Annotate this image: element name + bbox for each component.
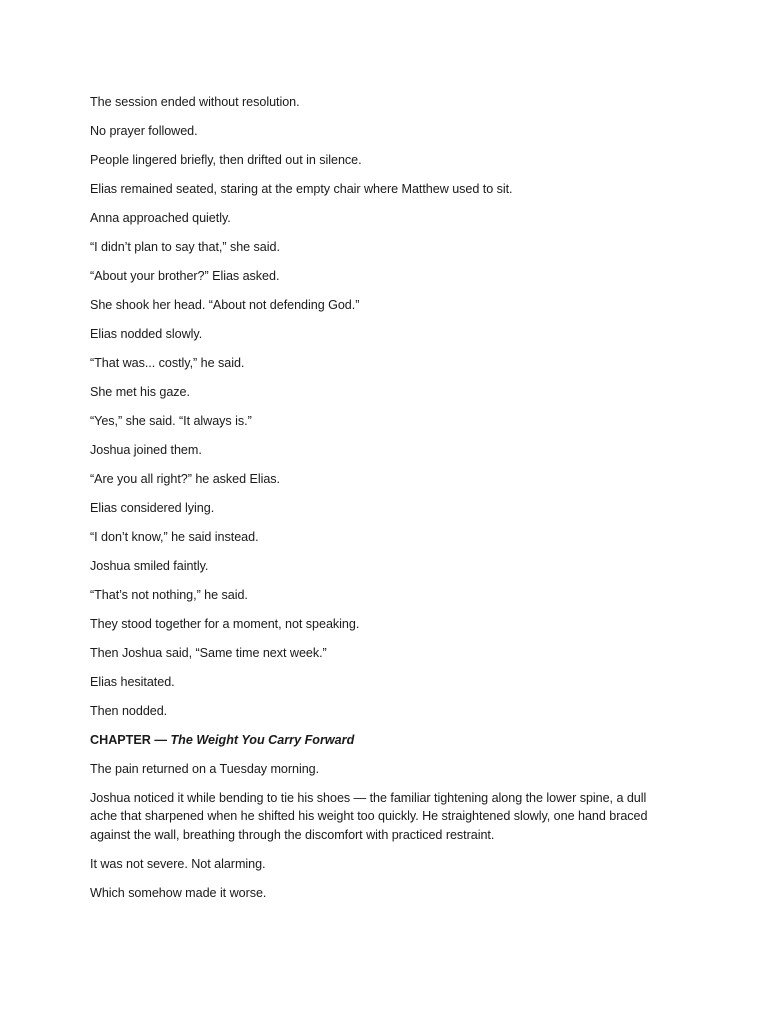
paragraph: Anna approached quietly.	[90, 211, 231, 225]
paragraph: “That’s not nothing,” he said.	[90, 588, 248, 602]
paragraph: She met his gaze.	[90, 385, 190, 399]
document-page	[90, 93, 670, 913]
paragraph: Elias remained seated, staring at the empty chair where Matthew used to sit.	[90, 182, 513, 196]
paragraph: Joshua smiled faintly.	[90, 559, 209, 573]
paragraph: Then nodded.	[90, 704, 168, 718]
paragraph: Which somehow made it worse.	[90, 885, 267, 900]
chapter-title: The Weight You Carry Forward	[170, 733, 355, 747]
paragraph: Elias nodded slowly.	[90, 327, 203, 341]
paragraph: The session ended without resolution.	[90, 95, 300, 109]
chapter-prefix: CHAPTER —	[90, 733, 171, 747]
paragraph: People lingered briefly, then drifted out in silence.	[90, 153, 362, 167]
chapter-heading	[90, 731, 670, 749]
paragraph: Then Joshua said, “Same time next week.”	[90, 646, 327, 660]
paragraph: The pain returned on a Tuesday morning.	[90, 762, 320, 776]
paragraph: “Yes,” she said. “It always is.”	[90, 414, 252, 428]
paragraph: Joshua noticed it while bending to tie his shoes — the familiar tightening along the lower spine, a dull ache that sharpened when he shifted his weight too quickly. He straightened slowly, one hand braced against the wall, breathing through the discomfort with practiced restraint.	[90, 791, 648, 842]
paragraph: “About your brother?” Elias asked.	[90, 269, 280, 283]
paragraph: It was not severe. Not alarming.	[90, 856, 266, 871]
paragraph: “I didn’t plan to say that,” she said.	[90, 240, 280, 254]
paragraph: They stood together for a moment, not speaking.	[90, 617, 360, 631]
paragraph: Elias considered lying.	[90, 501, 215, 515]
paragraph: She shook her head. “About not defending God.”	[90, 298, 360, 312]
paragraph: “Are you all right?” he asked Elias.	[90, 472, 280, 486]
paragraph: “That was... costly,” he said.	[90, 356, 245, 370]
paragraph: “I don’t know,” he said instead.	[90, 530, 259, 544]
paragraph: No prayer followed.	[90, 124, 198, 138]
paragraph: Joshua joined them.	[90, 443, 202, 457]
paragraph: Elias hesitated.	[90, 675, 175, 689]
